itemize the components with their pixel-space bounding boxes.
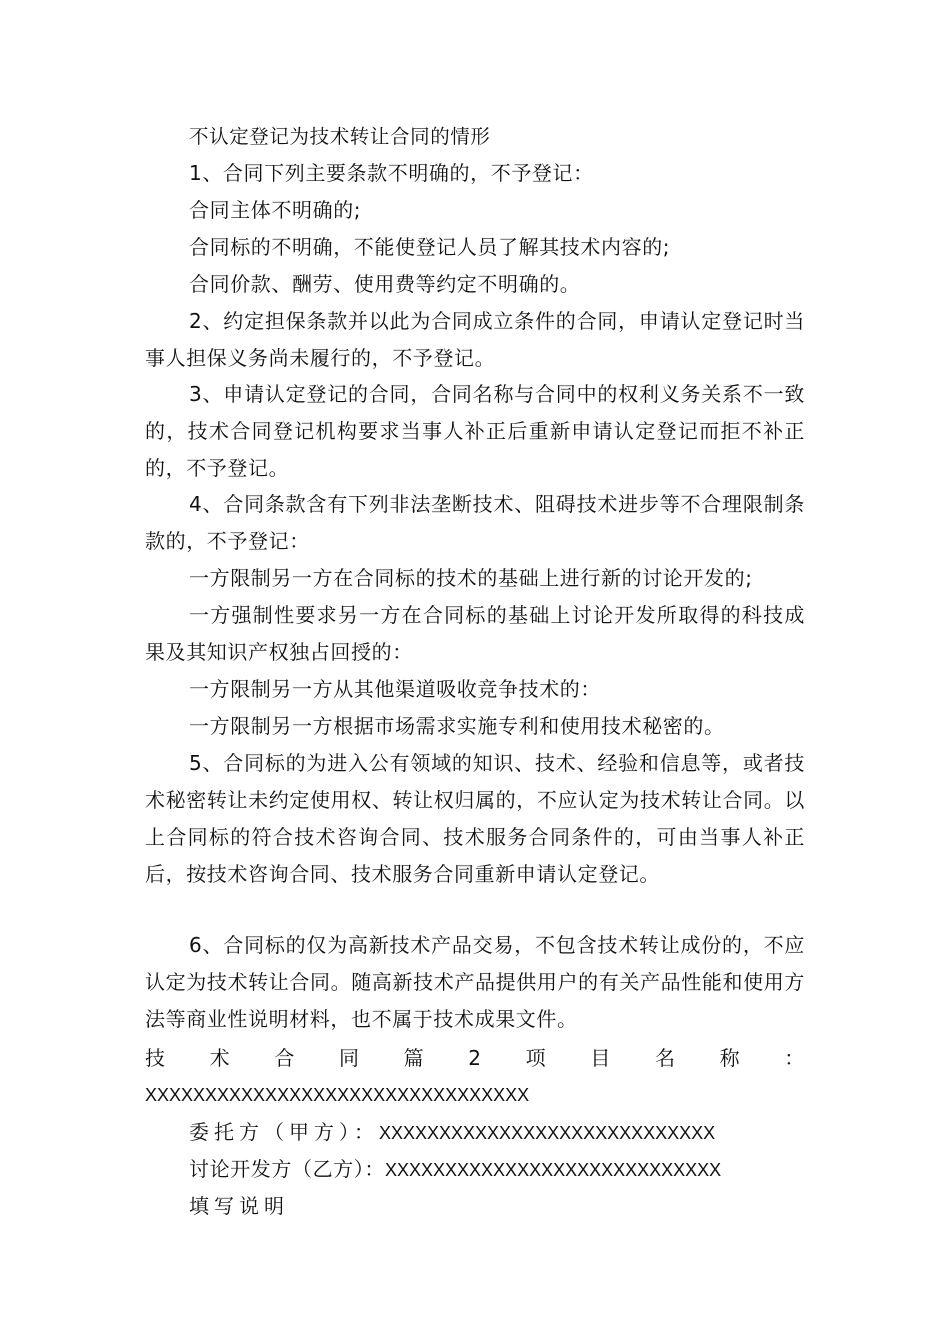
heading-char: 名 (654, 1046, 676, 1070)
item-2: 2、约定担保条款并以此为合同成立条件的合同，申请认定登记时当事人担保义务尚未履行的，不予登记。 (145, 309, 805, 370)
client-value: XXXXXXXXXXXXXXXXXXXXXXXXXXXX (379, 1123, 716, 1143)
item-4-c: 一方限制另一方从其他渠道吸收竞争技术的： (189, 677, 601, 701)
heading-char: 术 (209, 1046, 231, 1070)
contract-heading-row (145, 1040, 805, 1077)
item-1: 1、合同下列主要条款不明确的，不予登记： (189, 161, 594, 185)
developer-label: 讨论开发方（乙方）： (189, 1157, 385, 1181)
item-5: 5、合同标的为进入公有领域的知识、技术、经验和信息等，或者技术秘密转让未约定使用权、转让权归属的，不应认定为技术转让合同。以上合同标的符合技术咨询合同、技术服务合同条件的，可由当事人补正后，按技术咨询合同、技术服务合同重新申请认定登记。 (145, 751, 805, 886)
heading-char: 合 (274, 1046, 295, 1070)
heading-char: 目 (590, 1046, 611, 1070)
contract-heading (145, 1040, 805, 1077)
item-4-b: 一方强制性要求另一方在合同标的基础上讨论开发所取得的科技成果及其知识产权独占回授的： (145, 603, 805, 664)
developer-line (189, 1151, 805, 1189)
project-name-value: XXXXXXXXXXXXXXXXXXXXXXXXXXXXXXXX (145, 1085, 530, 1105)
heading-char: 篇 (403, 1046, 425, 1070)
client-label: 委托方（甲方）： (189, 1120, 379, 1144)
heading-char: 技 (145, 1046, 166, 1070)
item-6: 6、合同标的仅为高新技术产品交易，不包含技术转让成份的，不应认定为技术转让合同。随高新技术产品提供用户的有关产品性能和使用方法等商业性说明材料，也不属于技术成果文件。 (145, 933, 805, 1031)
instructions-heading: 填写说明 (189, 1194, 289, 1218)
section-title: 不认定登记为技术转让合同的情形 (189, 125, 491, 148)
item-1-c: 合同价款、酬劳、使用费等约定不明确的。 (189, 272, 581, 296)
item-4-a: 一方限制另一方在合同标的技术的基础上进行新的讨论开发的; (189, 566, 753, 590)
heading-char: 2 (468, 1046, 482, 1070)
item-4-d: 一方限制另一方根据市场需求实施专利和使用技术秘密的。 (189, 714, 725, 738)
heading-char: 同 (338, 1046, 360, 1070)
developer-value: XXXXXXXXXXXXXXXXXXXXXXXXXXXX (385, 1160, 722, 1180)
item-1-a: 合同主体不明确的; (189, 198, 362, 222)
item-4: 4、合同条款含有下列非法垄断技术、阻碍技术进步等不合理限制条款的，不予登记： (145, 492, 805, 553)
heading-char: 称 (719, 1046, 741, 1070)
item-1-b: 合同标的不明确，不能使登记人员了解其技术内容的; (189, 235, 671, 259)
client-line (189, 1114, 805, 1152)
heading-char: 项 (525, 1046, 547, 1070)
item-3: 3、申请认定登记的合同，合同名称与合同中的权利义务关系不一致的，技术合同登记机构要求当事人补正后重新申请认定登记而拒不补正的，不予登记。 (145, 382, 805, 480)
heading-char: ： (784, 1046, 805, 1070)
